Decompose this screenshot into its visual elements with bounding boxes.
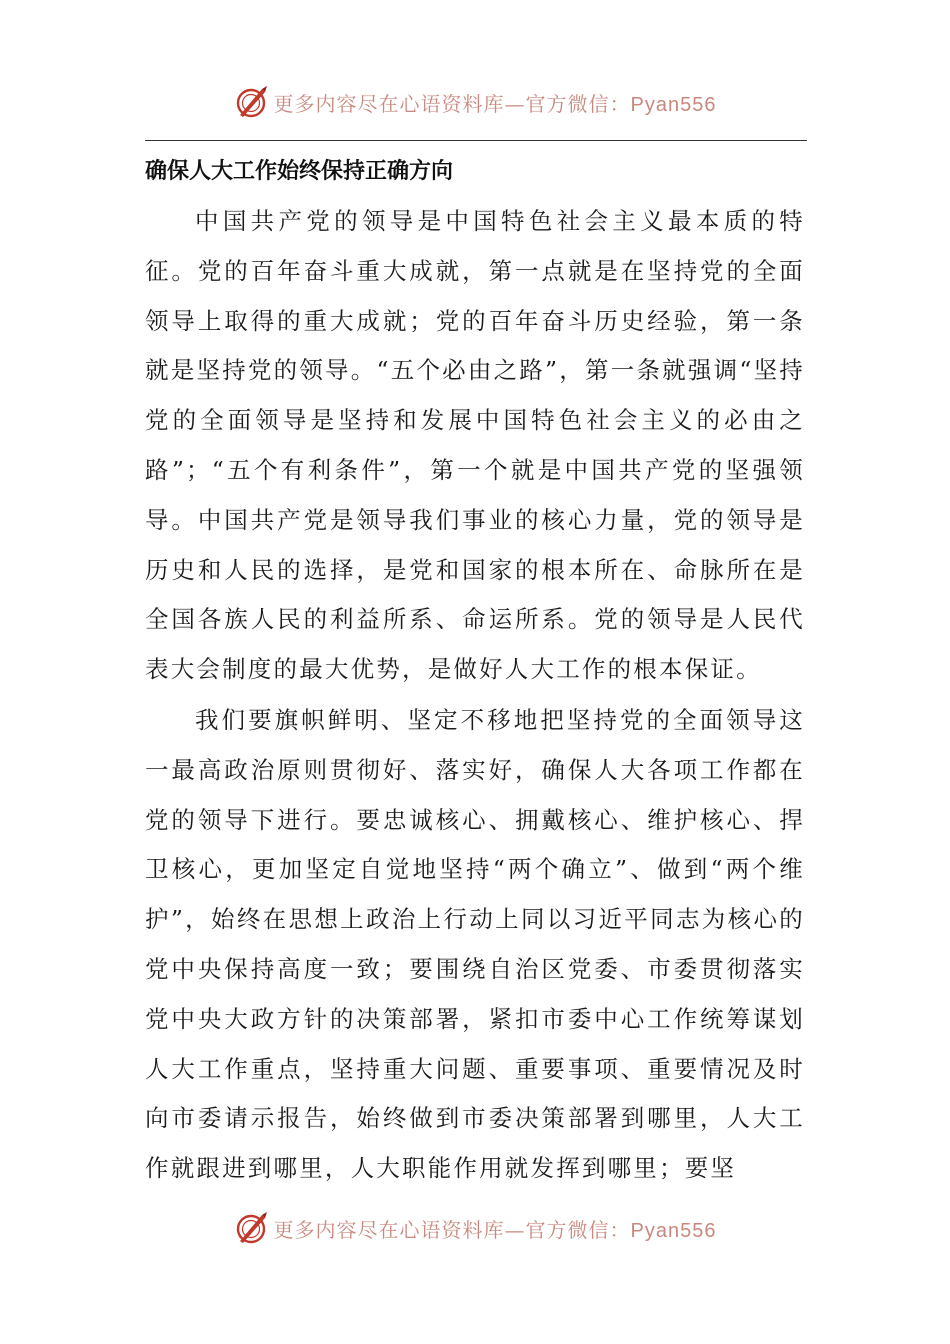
quill-pen-logo-icon: [234, 85, 268, 119]
header-divider: [145, 140, 807, 141]
body-paragraph-1: 中国共产党的领导是中国特色社会主义最本质的特征。党的百年奋斗重大成就，第一点就是在坚持党的全面领导上取得的重大成就；党的百年奋斗历史经验，第一条就是坚持党的领导。“五个必由之路”，第一条就强调“坚持党的全面领导是坚持和发展中国特色社会主义的必由之路”；“五个有利条件”，第一个就是中国共产党的坚强领导。中国共产党是领导我们事业的核心力量，党的领导是历史和人民的选择，是党和国家的根本所在、命脉所在是全国各族人民的利益所系、命运所系。党的领导是人民代表大会制度的最大优势，是做好人大工作的根本保证。: [145, 207, 805, 684]
header-banner: [0, 82, 950, 122]
header-wechat-id: Pyan556: [630, 93, 717, 116]
quill-pen-logo-icon: [234, 1211, 268, 1245]
footer-wechat-id: Pyan556: [630, 1219, 717, 1242]
footer-banner: [0, 1208, 950, 1248]
footer-banner-text: 更多内容尽在心语资料库—官方微信：Pyan556: [273, 1217, 717, 1242]
header-banner-text: 更多内容尽在心语资料库—官方微信：Pyan556: [273, 91, 717, 116]
document-title: 确保人大工作始终保持正确方向: [145, 159, 454, 184]
body-paragraph-2: 我们要旗帜鲜明、坚定不移地把坚持党的全面领导这一最高政治原则贯彻好、落实好，确保人大各项工作都在党的领导下进行。要忠诚核心、拥戴核心、维护核心、捍卫核心，更加坚定自觉地坚持“两个确立”、做到“两个维护”，始终在思想上政治上行动上同以习近平同志为核心的党中央保持高度一致；要围绕自治区党委、市委贯彻落实党中央大政方针的决策部署，紧扣市委中心工作统筹谋划人大工作重点，坚持重大问题、重要事项、重要情况及时向市委请示报告，始终做到市委决策部署到哪里，人大工作就跟进到哪里，人大职能作用就发挥到哪里；要坚: [145, 706, 805, 1183]
